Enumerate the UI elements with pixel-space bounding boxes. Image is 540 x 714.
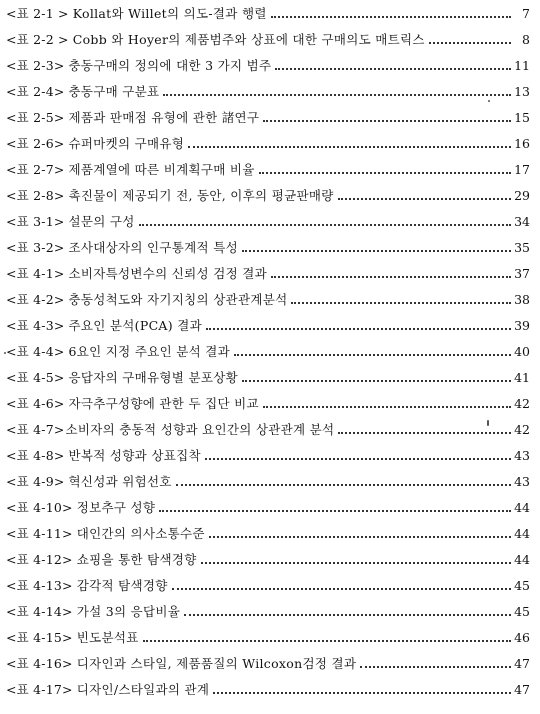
toc-entry-label: <표 4-12> bbox=[6, 552, 73, 567]
dot-leader bbox=[242, 380, 511, 382]
dot-leader bbox=[271, 16, 511, 18]
toc-entry-page: 8 bbox=[522, 32, 530, 47]
toc-entry-title: 응답자의 구매유형별 분포상황 bbox=[68, 370, 238, 385]
dot-leader bbox=[176, 484, 511, 486]
toc-entry-title: 제품과 판매점 유형에 관한 諸연구 bbox=[68, 110, 260, 125]
toc-entry bbox=[6, 158, 530, 178]
toc-entry-title: 주요인 분석(PCA) 결과 bbox=[68, 318, 202, 333]
dot-leader bbox=[234, 354, 511, 356]
toc-entry-page: 16 bbox=[514, 136, 530, 151]
dot-leader bbox=[206, 328, 511, 330]
toc-entry-title: 대인간의 의사소통수준 bbox=[76, 526, 205, 541]
toc-entry-page: 13 bbox=[514, 84, 530, 99]
toc-entry-title: 가설 3의 응답비율 bbox=[76, 604, 181, 619]
toc-entry-title: 쇼핑을 통한 탐색경향 bbox=[76, 552, 197, 567]
toc-entry bbox=[6, 262, 530, 282]
toc-entry-title: 반복적 성향과 상표집착 bbox=[68, 448, 201, 463]
toc-entry-label: <표 4-16> bbox=[6, 656, 73, 671]
toc-entry-title: 제품계열에 따른 비계획구매 비율 bbox=[68, 162, 255, 177]
toc-entry-page: 29 bbox=[514, 188, 530, 203]
toc-entry bbox=[6, 418, 530, 438]
toc-entry bbox=[6, 626, 530, 646]
toc-entry-title: 소비자의 충동적 성향과 요인간의 상관관계 분석 bbox=[65, 422, 335, 437]
toc-entry-title: 설문의 구성 bbox=[68, 214, 135, 229]
dot-leader bbox=[338, 432, 511, 434]
toc-entry-page: 41 bbox=[514, 370, 530, 385]
dot-leader bbox=[172, 588, 511, 590]
dot-leader bbox=[259, 172, 511, 174]
toc-entry-label: <표 4-5> bbox=[6, 370, 65, 385]
toc-entry-label: <표 2-7> bbox=[6, 162, 65, 177]
toc-entry bbox=[6, 28, 530, 48]
toc-entry-title: 소비자특성변수의 신뢰성 검정 결과 bbox=[68, 266, 267, 281]
toc-entry-label: <표 4-8> bbox=[6, 448, 65, 463]
toc-entry-page: 44 bbox=[514, 552, 530, 567]
toc-entry-label: <표 4-13> bbox=[6, 578, 73, 593]
toc-entry-title: 충동구매의 정의에 대한 3 가지 범주 bbox=[68, 58, 272, 73]
toc-entry bbox=[6, 392, 530, 412]
dot-leader bbox=[429, 42, 511, 44]
toc-entry-page: 45 bbox=[514, 604, 530, 619]
toc-entry-label: <표 4-2> bbox=[6, 292, 65, 307]
toc-entry-page: 44 bbox=[514, 500, 530, 515]
toc-entry-title: 혁신성과 위험선호 bbox=[68, 474, 172, 489]
dot-leader bbox=[291, 302, 511, 304]
toc-entry-label: <표 2-6> bbox=[6, 136, 65, 151]
toc-entry-title: Kollat와 Willet의 의도-결과 행렬 bbox=[72, 6, 267, 21]
toc-entry-label: <표 4-11> bbox=[6, 526, 73, 541]
dot-leader bbox=[263, 406, 511, 408]
toc-entry bbox=[6, 574, 530, 594]
toc-entry-page: 11 bbox=[514, 58, 530, 73]
toc-entry-title: 자극추구성향에 관한 두 집단 비교 bbox=[68, 396, 259, 411]
dot-leader bbox=[201, 562, 511, 564]
toc-entry bbox=[6, 366, 530, 386]
dot-leader bbox=[188, 146, 511, 148]
scan-speck bbox=[488, 100, 490, 102]
toc-entry-label: <표 2-2 > bbox=[6, 32, 69, 47]
toc-entry bbox=[6, 80, 530, 100]
toc-entry-title: 디자인과 스타일, 제품품질의 Wilcoxon검정 결과 bbox=[76, 656, 357, 671]
scan-speck bbox=[487, 420, 489, 426]
toc-entry-page: 46 bbox=[514, 630, 530, 645]
toc-entry bbox=[6, 288, 530, 308]
scan-speck bbox=[4, 352, 6, 354]
toc-entry-page: 42 bbox=[514, 396, 530, 411]
toc-entry-label: <표 4-3> bbox=[6, 318, 65, 333]
toc-entry bbox=[6, 678, 530, 698]
toc-entry-label: <표 3-1> bbox=[6, 214, 65, 229]
toc-entry-label: <표 2-1 > bbox=[6, 6, 69, 21]
toc-entry-label: <표 2-3> bbox=[6, 58, 65, 73]
toc-entry-title: 충동구매 구분표 bbox=[68, 84, 160, 99]
toc-entry bbox=[6, 340, 530, 360]
toc-entry bbox=[6, 54, 530, 74]
toc-entry-label: <표 4-10> bbox=[6, 500, 73, 515]
toc-entry-title: 6요인 지정 주요인 분석 결과 bbox=[68, 344, 231, 359]
toc-entry-label: <표 2-8> bbox=[6, 188, 65, 203]
toc-entry-page: 42 bbox=[514, 422, 530, 437]
toc-entry-page: 34 bbox=[514, 214, 530, 229]
dot-leader bbox=[213, 692, 511, 694]
toc-entry-page: 47 bbox=[514, 682, 530, 697]
toc-entry bbox=[6, 522, 530, 542]
toc-entry-label: <표 4-17> bbox=[6, 682, 73, 697]
dot-leader bbox=[139, 224, 511, 226]
toc-entry bbox=[6, 236, 530, 256]
toc-entry-title: 촉진물이 제공되기 전, 동안, 이후의 평균판매량 bbox=[68, 188, 334, 203]
toc-entry-title: 정보추구 성향 bbox=[76, 500, 156, 515]
toc-entry bbox=[6, 444, 530, 464]
dot-leader bbox=[360, 666, 511, 668]
dot-leader bbox=[159, 510, 511, 512]
toc-entry-label: <표 4-9> bbox=[6, 474, 65, 489]
toc-entry-page: 38 bbox=[514, 292, 530, 307]
toc-entry bbox=[6, 314, 530, 334]
toc-entry-page: 40 bbox=[514, 344, 530, 359]
toc-entry-label: <표 3-2> bbox=[6, 240, 65, 255]
toc-entry bbox=[6, 210, 530, 230]
toc-entry-page: 15 bbox=[514, 110, 530, 125]
toc-entry-label: <표 4-14> bbox=[6, 604, 73, 619]
dot-leader bbox=[184, 614, 511, 616]
dot-leader bbox=[143, 640, 511, 642]
toc-entry-label: <표 4-6> bbox=[6, 396, 65, 411]
dot-leader bbox=[242, 250, 511, 252]
toc-entry-page: 44 bbox=[514, 526, 530, 541]
dot-leader bbox=[263, 120, 511, 122]
dot-leader bbox=[209, 536, 511, 538]
toc-entry bbox=[6, 496, 530, 516]
toc-entry bbox=[6, 600, 530, 620]
dot-leader bbox=[205, 458, 511, 460]
toc-entry-label: <표 4-15> bbox=[6, 630, 73, 645]
toc-entry-label: <표 4-4> bbox=[6, 344, 65, 359]
toc-entry bbox=[6, 548, 530, 568]
toc-entry bbox=[6, 106, 530, 126]
dot-leader bbox=[338, 198, 511, 200]
toc-entry-page: 43 bbox=[514, 474, 530, 489]
toc-entry-title: 감각적 탐색경향 bbox=[76, 578, 168, 593]
toc-entry-title: 디자인/스타일과의 관계 bbox=[76, 682, 210, 697]
toc-entry bbox=[6, 132, 530, 152]
toc-entry bbox=[6, 2, 530, 22]
toc-entry-page: 39 bbox=[514, 318, 530, 333]
toc-entry bbox=[6, 652, 530, 672]
toc-entry-label: <표 4-1> bbox=[6, 266, 65, 281]
toc-entry-title: 충동성척도와 자기지칭의 상관관계분석 bbox=[68, 292, 288, 307]
toc-entry bbox=[6, 470, 530, 490]
toc-entry-page: 45 bbox=[514, 578, 530, 593]
toc-entry-title: 슈퍼마켓의 구매유형 bbox=[68, 136, 185, 151]
toc-entry-title: Cobb 와 Hoyer의 제품범주와 상표에 대한 구매의도 매트릭스 bbox=[72, 32, 425, 47]
toc-entry bbox=[6, 184, 530, 204]
toc-entry-label: <표 2-5> bbox=[6, 110, 65, 125]
toc-entry-page: 47 bbox=[514, 656, 530, 671]
toc-entry-label: <표 4-7> bbox=[6, 422, 65, 437]
dot-leader bbox=[163, 94, 511, 96]
dot-leader bbox=[275, 68, 511, 70]
toc-entry-title: 빈도분석표 bbox=[76, 630, 139, 645]
dot-leader bbox=[271, 276, 511, 278]
toc-entry-page: 7 bbox=[522, 6, 530, 21]
toc-entry-page: 43 bbox=[514, 448, 530, 463]
toc-entry-label: <표 2-4> bbox=[6, 84, 65, 99]
toc-entry-page: 35 bbox=[514, 240, 530, 255]
toc-entry-page: 37 bbox=[514, 266, 530, 281]
toc-entry-title: 조사대상자의 인구통계적 특성 bbox=[68, 240, 238, 255]
toc-entry-page: 17 bbox=[514, 162, 530, 177]
